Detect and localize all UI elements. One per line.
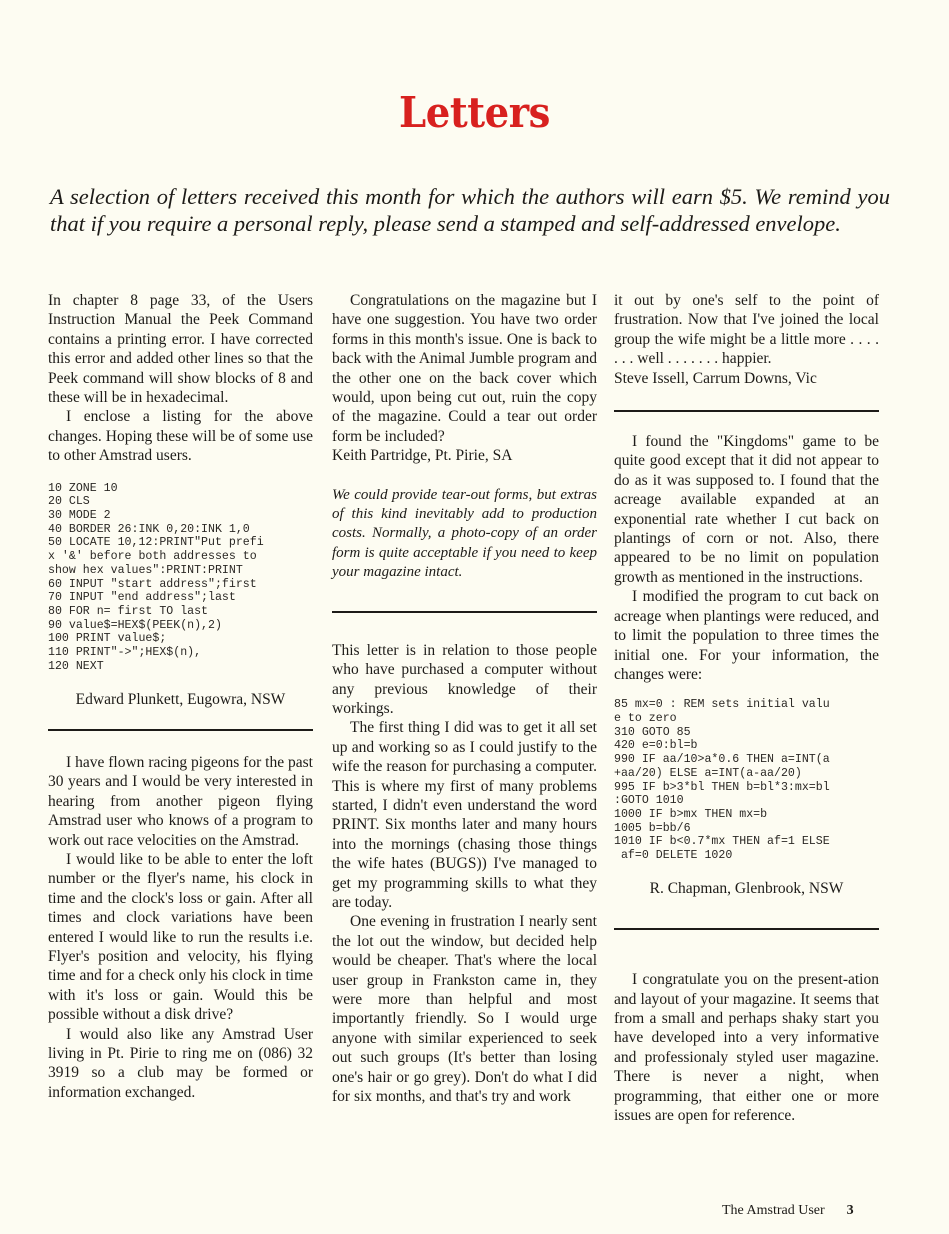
letter-user-group-continued [614, 291, 879, 388]
letter-peek-command [48, 291, 313, 709]
letter-paragraph: In chapter 8 page 33, of the Users Instruction Manual the Peek Command contains a printing error. I have corrected this error and added other lines so that the Peek command will show blocks of 8 and these will be in hexadecimal. [48, 292, 313, 407]
code-line: 60 INPUT "start address";first [48, 577, 257, 591]
editor-reply: We could provide tear-out forms, but extras of this kind inevitably add to production costs. Normally, a photo-copy of an order form is quite acceptable if you need to keep your magazine intact. [332, 486, 597, 581]
code-line: 310 GOTO 85 [614, 725, 691, 739]
letter-signature: R. Chapman, Glenbrook, NSW [649, 879, 844, 897]
letter-paragraph: One evening in frustration I nearly sent the lot out the window, but decided help would be cheaper. That's where the local user group in Frankston came in, they were more than helpful and most importantly friendly. So I would urge anyone with similar experienced to seek out such groups (It's better than losing one's hair or go grey). Don't do what I did for six months, and that's try and work [332, 913, 597, 1106]
letter-paragraph: I would like to be able to enter the loft number or the flyer's name, his clock in time and the clock's loss or gain. After all times and clock variations have been entered I would like to run the results i.e. Flyer's position and velocity, his flying time and for a check only his clock in time with it's loss or gain. Would this be possible without a disk drive? [48, 850, 313, 1024]
letter-user-group [332, 641, 597, 1107]
code-line: +aa/20) ELSE a=INT(a-aa/20) [614, 766, 802, 780]
letter-paragraph: This letter is in relation to those people who have purchased a computer without any previous knowledge of their workings. [332, 641, 597, 717]
code-line: 50 LOCATE 10,12:PRINT"Put prefi [48, 536, 264, 550]
code-line: 80 FOR n= first TO last [48, 604, 209, 618]
letter-order-forms [332, 291, 597, 583]
letter-paragraph: I would also like any Amstrad User living in Pt. Pirie to ring me on (086) 32 3919 so a club may be formed or information exchanged. [48, 1025, 313, 1101]
code-listing [614, 698, 879, 862]
code-line: 85 mx=0 : REM sets initial valu [614, 698, 830, 712]
letter-paragraph: it out by one's self to the point of frustration. Now that I've joined the local group the wife might be a little more . . . . . . . well . . . . . . . happier. [614, 292, 879, 368]
code-line: 1005 b=bb/6 [614, 821, 691, 835]
code-line: 90 value$=HEX$(PEEK(n),2) [48, 618, 222, 632]
column-2 [332, 291, 597, 1106]
page-number: 3 [846, 1203, 854, 1218]
code-line: 1010 IF b<0.7*mx THEN af=1 ELSE [614, 835, 830, 849]
section-intro: A selection of letters received this month for which the authors will earn $5. We remind you that if you require a personal reply, please send a stamped and self-addressed envelope. [50, 184, 890, 236]
code-line: x '&' before both addresses to [48, 550, 257, 564]
letter-paragraph: I enclose a listing for the above changes. Hoping these will be of some use to other Amstrad users. [48, 408, 313, 465]
letter-congratulations [614, 970, 879, 1125]
code-line: show hex values":PRINT:PRINT [48, 563, 243, 577]
letter-signature: Edward Plunkett, Eugowra, NSW [75, 690, 286, 708]
code-line: 1000 IF b>mx THEN mx=b [614, 807, 768, 821]
code-line: 30 MODE 2 [48, 509, 111, 523]
letter-signature: Steve Issell, Carrum Downs, Vic [614, 369, 817, 387]
letter-kingdoms [614, 432, 879, 898]
letter-racing-pigeons [48, 753, 313, 1102]
letter-paragraph: I found the "Kingdoms" game to be quite good except that it did not appear to do as it was supposed to. I found that the acreage available expanded at an exponential rate whether I cut back on plantings of corn or not. Also, there appeared to be no limit on population growth as mentioned in the instructions. [614, 433, 879, 586]
code-line: 420 e=0:bl=b [614, 739, 698, 753]
code-line: e to zero [614, 712, 677, 726]
letter-paragraph: I have flown racing pigeons for the past 30 years and I would be very interested in hearing from another pigeon flying Amstrad user who knows of a program to work out race velocities on the Amstrad. [48, 753, 313, 849]
letter-paragraph: I congratulate you on the present-ation and layout of your magazine. It seems that from a small and perhaps shaky start you have developed into a very informative and professionaly styled user magazine. There is never a night, when programming, that either one or more issues are open for reference. [614, 971, 879, 1124]
column-3 [614, 291, 879, 1125]
letter-signature: Keith Partridge, Pt. Pirie, SA [332, 447, 513, 465]
code-line: 110 PRINT"->";HEX$(n), [48, 646, 202, 660]
code-line: af=0 DELETE 1020 [614, 849, 733, 863]
page-title: Letters [399, 88, 550, 137]
code-line: 70 INPUT "end address";last [48, 591, 236, 605]
code-line: 20 CLS [48, 495, 90, 509]
letter-paragraph: The first thing I did was to get it all set up and working so as I could justify to the wife the reason for purchasing a computer. This is where my first of many problems started, I didn't even understand the word PRINT. Six months later and many hours into the mornings (chasing those things the wife hates (BUGS)) I've managed to get my programming skills to what they are today. [332, 719, 597, 911]
page-footer [722, 1203, 854, 1219]
column-1 [48, 291, 313, 1102]
code-line: 100 PRINT value$; [48, 632, 167, 646]
letter-paragraph: Congratulations on the magazine but I have one suggestion. You have two order forms in this month's issue. One is back to back with the Animal Jumble program and the other one on the back cover which would, upon being cut out, ruin the copy of the magazine. Could a tear out order form be included? [332, 292, 597, 445]
code-listing [48, 482, 313, 674]
letter-paragraph: I modified the program to cut back on acreage when plantings were reduced, and to limit the population to three times the initial one. For your information, the changes were: [614, 588, 879, 683]
code-line: 120 NEXT [48, 659, 104, 673]
publication-name: The Amstrad User [722, 1203, 825, 1218]
code-line: 990 IF aa/10>a*0.6 THEN a=INT(a [614, 753, 830, 767]
code-line: 40 BORDER 26:INK 0,20:INK 1,0 [48, 522, 250, 536]
code-line: 995 IF b>3*bl THEN b=bl*3:mx=bl [614, 780, 830, 794]
code-line: 10 ZONE 10 [48, 481, 118, 495]
code-line: :GOTO 1010 [614, 794, 684, 808]
